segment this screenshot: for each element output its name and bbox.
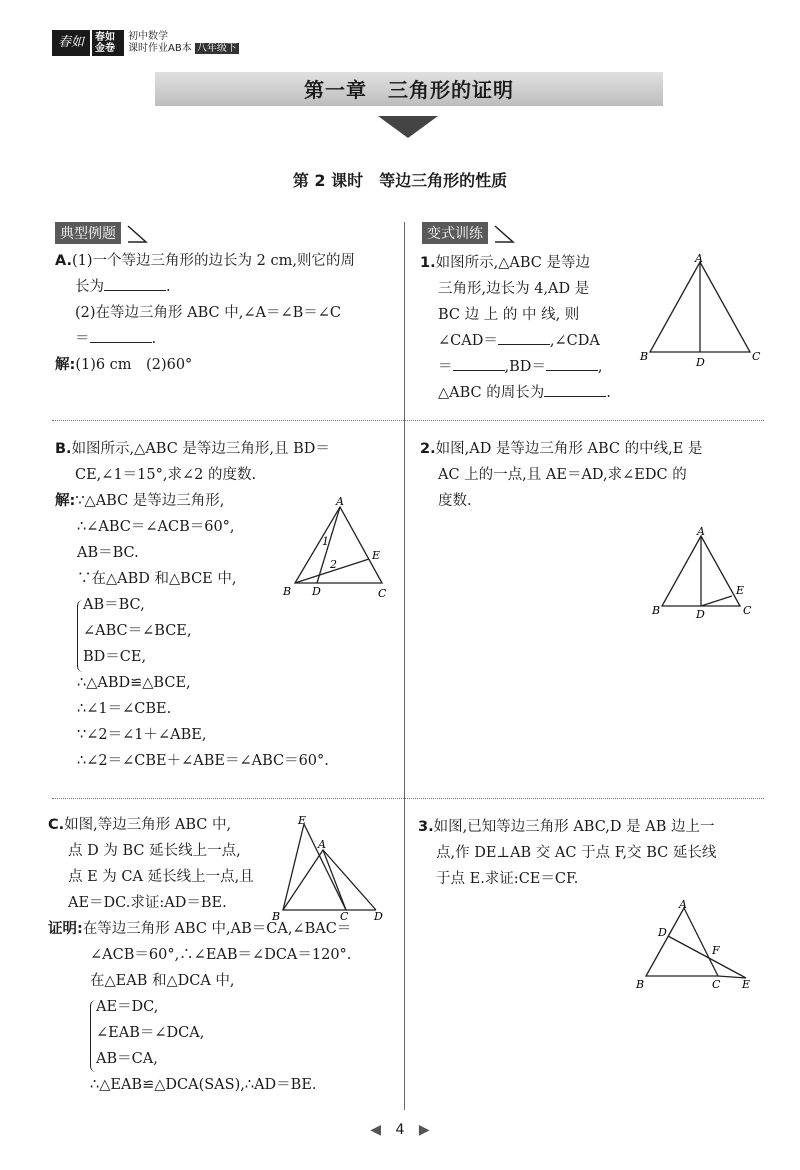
row-divider xyxy=(52,420,764,421)
svg-text:A: A xyxy=(679,898,687,911)
svg-text:D: D xyxy=(696,608,705,621)
next-arrow-icon: ▶ xyxy=(418,1122,430,1138)
svg-text:C: C xyxy=(743,604,752,617)
svg-text:D: D xyxy=(696,356,705,369)
svg-text:C: C xyxy=(340,910,349,923)
chapter-title: 第一章 三角形的证明 xyxy=(304,78,514,102)
svg-text:A: A xyxy=(697,525,705,538)
exercise-2: 2.如图,AD 是等边三角形 ABC 的中线,E 是 AC 上的一点,且 AE＝AD,求∠EDC 的 度数. xyxy=(420,441,703,509)
svg-text:C: C xyxy=(752,350,761,363)
figure-2 xyxy=(648,522,760,622)
figure-3 xyxy=(632,896,758,996)
example-c: C.如图,等边三角形 ABC 中, 点 D 为 BC 延长线上一点, 点 E 为 CA 延长线上一点,且 AE＝DC.求证:AD＝BE. 证明:在等边三角形 ABC 中,AB＝CA,∠BAC＝ ∠ACB＝60°,∴∠EAB＝∠DCA＝120°. 在△EAB 和△DCA 中, AE＝DC, ∠EAB＝∠DCA, AB＝CA, ∴△EAB≌△DCA(SAS),∴AD＝BE. xyxy=(48,817,352,1093)
svg-text:A: A xyxy=(695,252,703,265)
svg-text:D: D xyxy=(374,910,383,923)
tag-corner-icon xyxy=(493,224,515,244)
svg-text:E: E xyxy=(736,584,745,597)
figure-b xyxy=(280,495,390,605)
svg-text:E: E xyxy=(742,978,751,991)
svg-text:C: C xyxy=(712,978,721,991)
prev-arrow-icon: ◀ xyxy=(370,1122,382,1138)
svg-text:C: C xyxy=(378,587,387,600)
figure-1 xyxy=(636,250,768,370)
example-b: B.如图所示,△ABC 是等边三角形,且 BD＝ CE,∠1＝15°,求∠2 的度数. 解:∵△ABC 是等边三角形, ∴∠ABC＝∠ACB＝60°, AB＝BC. ∵在△ABD 和△BCE 中, AB＝BC, ∠ABC＝∠BCE, BD＝CE, ∴△ABD≌△BCE, ∴∠1＝∠CBE. ∵∠2＝∠1＋∠ABE, ∴∠2＝∠CBE＋∠ABE＝∠ABC＝60°. xyxy=(55,441,330,769)
svg-text:1: 1 xyxy=(322,535,329,548)
figure-c xyxy=(268,812,393,924)
svg-text:A: A xyxy=(336,495,344,508)
svg-text:A: A xyxy=(318,838,326,851)
svg-text:B: B xyxy=(272,910,281,923)
chapter-arrow-icon xyxy=(378,106,438,140)
lesson-title: 第 2 课时 等边三角形的性质 xyxy=(292,171,508,190)
brand-box: 春如 金卷 xyxy=(92,30,124,56)
row-divider xyxy=(52,798,764,799)
svg-text:D: D xyxy=(658,926,667,939)
example-a: A.(1)一个等边三角形的边长为 2 cm,则它的周 长为 . (2)在等边三角形 ABC 中,∠A＝∠B＝∠C ＝ . 解:(1)6 cm (2)60° xyxy=(55,253,355,373)
series-name: 初中数学 课时作业AB本 八年级下 xyxy=(128,31,237,54)
system-brace xyxy=(77,600,84,672)
svg-text:B: B xyxy=(283,585,292,598)
svg-text:B: B xyxy=(636,978,645,991)
svg-text:2: 2 xyxy=(330,558,337,571)
brand-header xyxy=(52,30,239,56)
svg-text:E: E xyxy=(298,814,307,827)
svg-text:B: B xyxy=(652,604,661,617)
right-section-tag: 变式训练 xyxy=(422,222,515,244)
tag-corner-icon xyxy=(126,224,148,244)
exercise-3: 3.如图,已知等边三角形 ABC,D 是 AB 边上一 点,作 DE⊥AB 交 AC 于点 F,交 BC 延长线 于点 E.求证:CE＝CF. xyxy=(418,819,717,887)
brand-logo: 春如 xyxy=(52,30,90,56)
system-brace xyxy=(90,1000,97,1072)
svg-text:E: E xyxy=(372,549,381,562)
exercise-1: 1.如图所示,△ABC 是等边 三角形,边长为 4,AD 是 BC 边 上 的 中 线, 则 ∠CAD＝ ,∠CDA ＝ ,BD＝ , △ABC 的周长为 . xyxy=(420,255,611,401)
svg-text:D: D xyxy=(312,585,321,598)
left-section-tag: 典型例题 xyxy=(55,222,148,244)
svg-text:B: B xyxy=(640,350,649,363)
page-number: ◀ 4 ▶ xyxy=(370,1122,430,1138)
svg-text:F: F xyxy=(712,944,720,957)
column-divider xyxy=(404,222,405,1110)
